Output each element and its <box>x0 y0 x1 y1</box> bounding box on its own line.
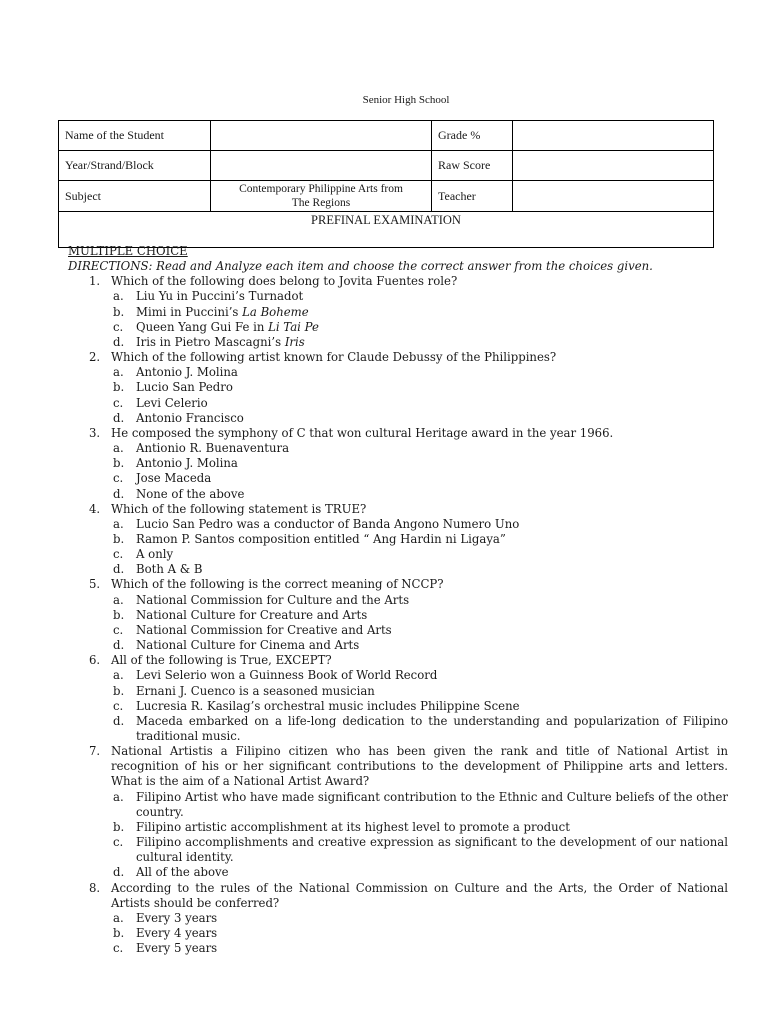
option-text: Antonio J. Molina <box>136 365 238 380</box>
question-text: Which of the following does belong to Jovita Fuentes role? <box>111 274 458 289</box>
option-letter: d. <box>113 638 125 653</box>
option-text: None of the above <box>136 486 245 501</box>
answer-option[interactable] <box>113 684 728 699</box>
answer-option[interactable] <box>113 305 728 320</box>
answer-option[interactable] <box>113 562 728 577</box>
option-letter: c. <box>113 471 124 486</box>
answer-option[interactable] <box>113 471 728 486</box>
answer-option[interactable] <box>113 456 728 471</box>
option-text: Every 5 years <box>136 941 218 956</box>
option-text: Antionio R. Buenaventura <box>136 441 290 456</box>
question-item <box>68 350 728 365</box>
option-text: National Culture for Creature and Arts <box>136 607 368 622</box>
teacher-label: Teacher <box>432 181 513 212</box>
option-text: Antonio Francisco <box>136 410 244 425</box>
option-letter: c. <box>113 395 124 410</box>
question-text: All of the following is True, EXCEPT? <box>111 653 332 668</box>
raw-score-label: Raw Score <box>432 151 513 181</box>
option-text: Jose Maceda <box>136 471 212 486</box>
subject-value <box>211 181 432 212</box>
question-text: He composed the symphony of C that won cultural Heritage award in the year 1966. <box>111 425 614 440</box>
answer-option[interactable] <box>113 335 728 350</box>
option-letter: d. <box>113 410 125 425</box>
option-text: Lucio San Pedro <box>136 380 233 395</box>
answer-option[interactable] <box>113 487 728 502</box>
year-strand-label: Year/Strand/Block <box>59 151 211 181</box>
question-item <box>68 426 728 441</box>
option-text: Queen Yang Gui Fe in Li Tai Pe <box>136 319 319 334</box>
answer-option[interactable] <box>113 865 728 880</box>
grade-label: Grade % <box>432 121 513 151</box>
exam-content <box>68 244 728 956</box>
option-title-italic: Iris <box>284 334 305 349</box>
option-letter: b. <box>113 926 125 941</box>
question-item <box>68 577 728 592</box>
option-letter: c. <box>113 698 124 713</box>
option-letter: b. <box>113 683 125 698</box>
question-text: Which of the following is the correct meaning of NCCP? <box>111 577 444 592</box>
option-text: Every 4 years <box>136 926 218 941</box>
question-item <box>68 653 728 668</box>
question-text: According to the rules of the National Commission on Culture and the Arts, the Order of National Artists should be conferred? <box>111 880 728 910</box>
name-label: Name of the Student <box>59 121 211 151</box>
answer-option[interactable] <box>113 668 728 683</box>
raw-score-field[interactable] <box>513 151 714 181</box>
option-text: A only <box>136 547 174 562</box>
answer-option[interactable] <box>113 790 728 820</box>
option-title-italic: La Boheme <box>242 304 309 319</box>
teacher-field[interactable] <box>513 181 714 212</box>
year-strand-field[interactable] <box>211 151 432 181</box>
name-field[interactable] <box>211 121 432 151</box>
question-list <box>68 274 728 956</box>
answer-option[interactable] <box>113 396 728 411</box>
option-letter: d. <box>113 713 125 728</box>
answer-option[interactable] <box>113 941 728 956</box>
option-letter: c. <box>113 622 124 637</box>
option-letter: d. <box>113 486 125 501</box>
option-text: All of the above <box>136 865 229 880</box>
option-letter: a. <box>113 365 124 380</box>
option-letter: d. <box>113 865 125 880</box>
option-text: Filipino Artist who have made significant contribution to the Ethnic and Culture beliefs of the other country. <box>136 789 728 819</box>
question-text: Which of the following statement is TRUE? <box>111 501 367 516</box>
question-number: 3. <box>89 425 101 440</box>
answer-option[interactable] <box>113 289 728 304</box>
answer-option[interactable] <box>113 608 728 623</box>
answer-option[interactable] <box>113 441 728 456</box>
option-text: Levi Selerio won a Guinness Book of World Record <box>136 668 438 683</box>
option-letter: a. <box>113 789 124 804</box>
answer-option[interactable] <box>113 623 728 638</box>
answer-option[interactable] <box>113 714 728 744</box>
question-item <box>68 744 728 789</box>
question-number: 7. <box>89 744 101 759</box>
question-number: 1. <box>89 274 101 289</box>
option-text: Maceda embarked on a life-long dedication to the understanding and popularization of Filipino traditional music. <box>136 713 728 743</box>
question-number: 2. <box>89 350 101 365</box>
option-letter: d. <box>113 334 125 349</box>
subject-line-2: The Regions <box>291 197 351 209</box>
option-letter: b. <box>113 819 125 834</box>
answer-option[interactable] <box>113 699 728 714</box>
option-letter: c. <box>113 835 124 850</box>
option-letter: c. <box>113 547 124 562</box>
subject-label: Subject <box>59 181 211 212</box>
option-text: Ernani J. Cuenco is a seasoned musician <box>136 683 375 698</box>
option-letter: d. <box>113 562 125 577</box>
option-letter: a. <box>113 910 124 925</box>
option-text: Filipino accomplishments and creative expression as significant to the development of our national cultural identity. <box>136 835 728 865</box>
option-letter: b. <box>113 607 125 622</box>
option-letter: c. <box>113 319 124 334</box>
answer-option[interactable] <box>113 820 728 835</box>
question-number: 6. <box>89 653 101 668</box>
question-number: 8. <box>89 880 101 895</box>
subject-line-1: Contemporary Philippine Arts from <box>239 183 403 195</box>
answer-option[interactable] <box>113 835 728 865</box>
option-text: National Culture for Cinema and Arts <box>136 638 360 653</box>
option-letter: a. <box>113 516 124 531</box>
option-text: Ramon P. Santos composition entitled “ Ang Hardin ni Ligaya” <box>136 531 506 546</box>
option-letter: c. <box>113 941 124 956</box>
option-letter: a. <box>113 668 124 683</box>
option-text: Both A & B <box>136 562 203 577</box>
answer-option[interactable] <box>113 547 728 562</box>
student-info-table <box>58 120 714 248</box>
answer-option[interactable] <box>113 638 728 653</box>
grade-field[interactable] <box>513 121 714 151</box>
option-letter: b. <box>113 531 125 546</box>
question-item <box>68 502 728 517</box>
school-header: Senior High School <box>362 94 450 106</box>
question-number: 5. <box>89 577 101 592</box>
question-number: 4. <box>89 501 101 516</box>
answer-option[interactable] <box>113 911 728 926</box>
answer-option[interactable] <box>113 320 728 335</box>
option-text: Liu Yu in Puccini’s Turnadot <box>136 289 304 304</box>
question-item <box>68 274 728 289</box>
option-text: Iris in Pietro Mascagni’s Iris <box>136 334 305 349</box>
option-text: Every 3 years <box>136 910 218 925</box>
answer-option[interactable] <box>113 926 728 941</box>
question-item <box>68 881 728 911</box>
question-text: National Artistis a Filipino citizen who has been given the rank and title of National Artist in recognition of his or her significant contributions to the development of Philippine arts and letters. What is the aim of a National Artist Award? <box>111 744 728 789</box>
option-text: Lucio San Pedro was a conductor of Banda Angono Numero Uno <box>136 516 520 531</box>
option-letter: a. <box>113 441 124 456</box>
answer-option[interactable] <box>113 365 728 380</box>
option-title-italic: Li Tai Pe <box>268 319 319 334</box>
option-letter: a. <box>113 592 124 607</box>
option-letter: a. <box>113 289 124 304</box>
option-letter: b. <box>113 456 125 471</box>
answer-option[interactable] <box>113 532 728 547</box>
option-text: Filipino artistic accomplishment at its highest level to promote a product <box>136 819 570 834</box>
option-text: Antonio J. Molina <box>136 456 238 471</box>
section-title: MULTIPLE CHOICE <box>68 244 188 258</box>
answer-option[interactable] <box>113 517 728 532</box>
option-text: Lucresia R. Kasilag’s orchestral music includes Philippine Scene <box>136 698 520 713</box>
option-letter: b. <box>113 380 125 395</box>
option-text: Levi Celerio <box>136 395 208 410</box>
directions: DIRECTIONS: Read and Analyze each item and choose the correct answer from the choices given. <box>68 259 653 274</box>
option-text: Mimi in Puccini’s La Boheme <box>136 304 309 319</box>
option-text: National Commission for Culture and the Arts <box>136 592 410 607</box>
question-text: Which of the following artist known for Claude Debussy of the Philippines? <box>111 350 557 365</box>
option-letter: b. <box>113 304 125 319</box>
exam-title: PREFINAL EXAMINATION <box>59 212 714 248</box>
answer-option[interactable] <box>113 411 728 426</box>
answer-option[interactable] <box>113 593 728 608</box>
option-text: National Commission for Creative and Arts <box>136 622 392 637</box>
answer-option[interactable] <box>113 380 728 395</box>
